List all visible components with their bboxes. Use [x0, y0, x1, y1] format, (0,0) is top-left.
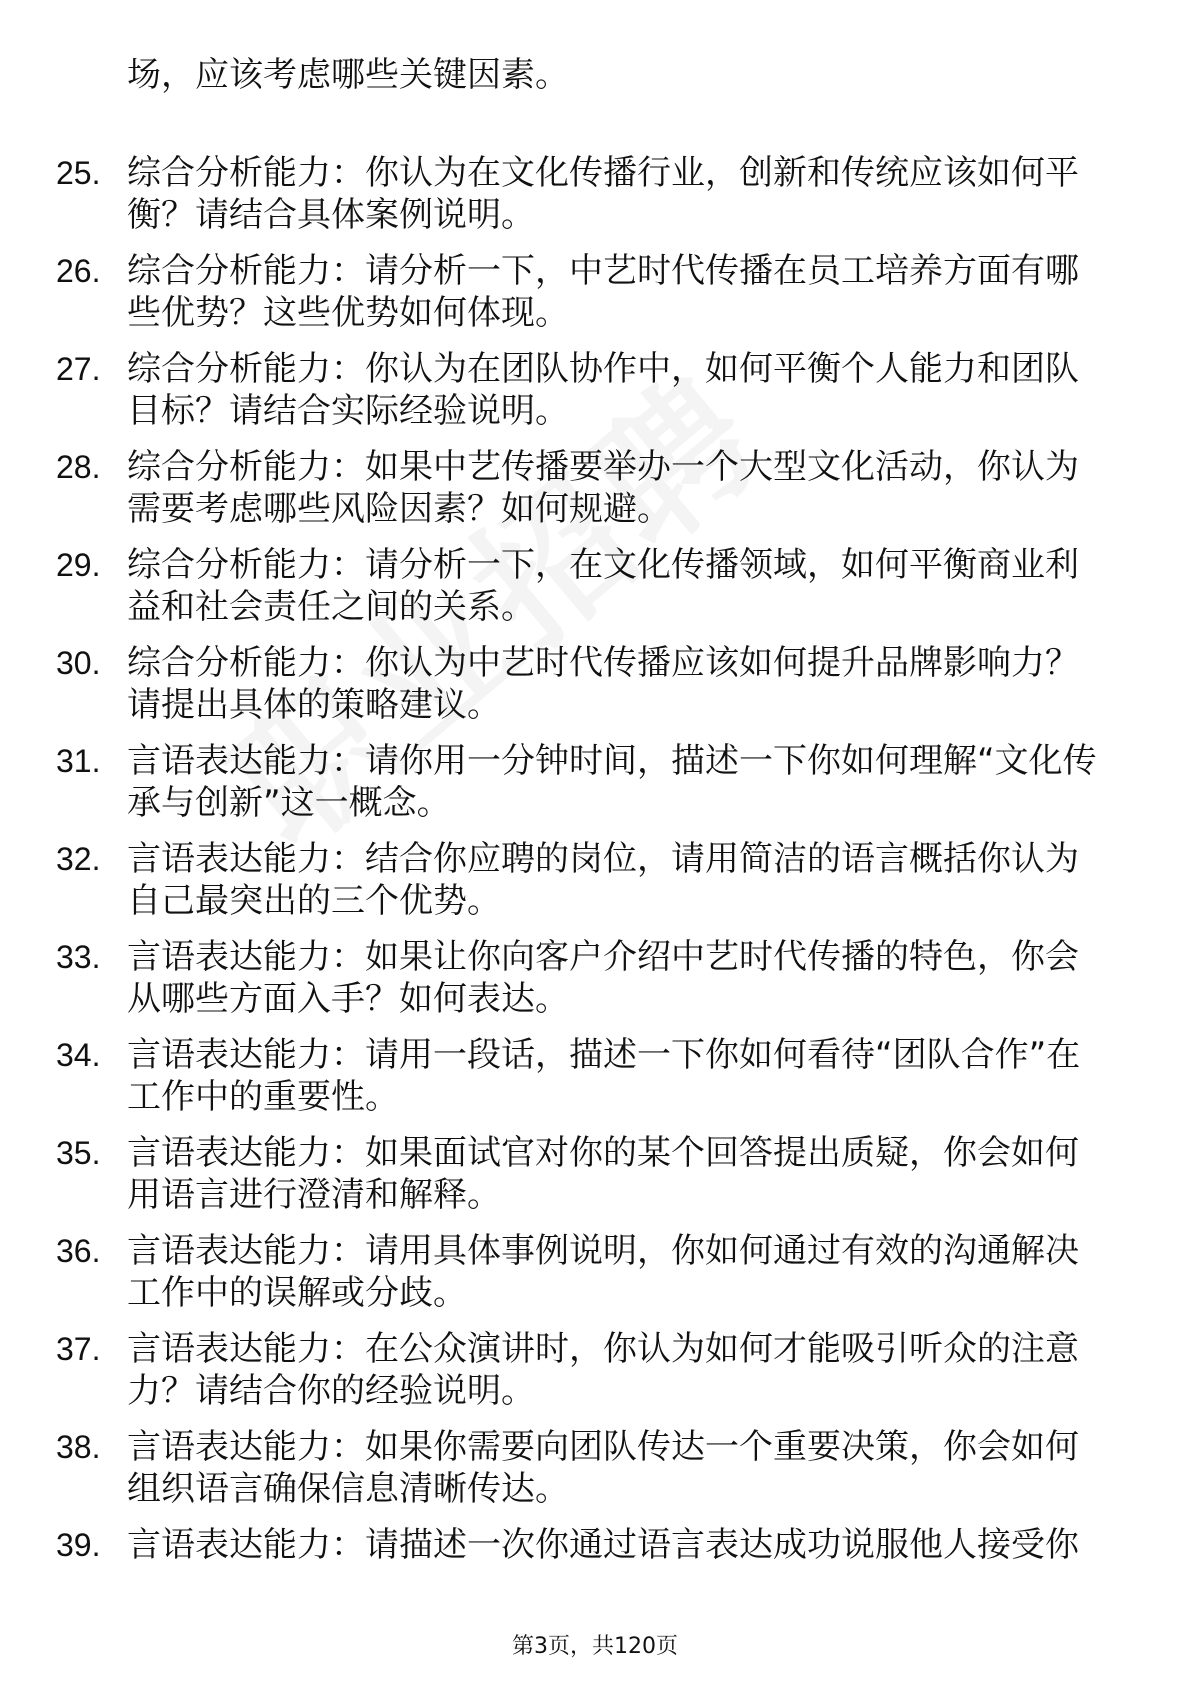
question-text-line: 益和社会责任之间的关系。 — [127, 587, 535, 627]
question-number: 35. — [56, 1135, 101, 1171]
continuation-line: 场，应该考虑哪些关键因素。 — [127, 55, 569, 95]
question-text-line: 言语表达能力：在公众演讲时，你认为如何才能吸引听众的注意 — [127, 1329, 1079, 1369]
question-text-line: 言语表达能力：如果让你向客户介绍中艺时代传播的特色，你会 — [127, 937, 1079, 977]
question-text-line: 自己最突出的三个优势。 — [127, 881, 501, 921]
question-text-line: 言语表达能力：结合你应聘的岗位，请用简洁的语言概括你认为 — [127, 839, 1079, 879]
question-text-line: 些优势？这些优势如何体现。 — [127, 293, 569, 333]
question-text-line: 言语表达能力：请描述一次你通过语言表达成功说服他人接受你 — [127, 1525, 1079, 1565]
question-text-line: 需要考虑哪些风险因素？如何规避。 — [127, 489, 671, 529]
question-number: 29. — [56, 547, 101, 583]
page-footer: 第3页，共120页 — [512, 1634, 678, 1659]
question-text-line: 工作中的误解或分歧。 — [127, 1273, 467, 1313]
question-number: 31. — [56, 743, 101, 779]
question-text-line: 衡？请结合具体案例说明。 — [127, 195, 535, 235]
question-number: 37. — [56, 1331, 101, 1367]
question-number: 25. — [56, 155, 101, 191]
question-text-line: 言语表达能力：请用一段话，描述一下你如何看待“团队合作”在 — [127, 1035, 1081, 1075]
question-text-line: 综合分析能力：如果中艺传播要举办一个大型文化活动，你认为 — [127, 447, 1079, 487]
question-number: 38. — [56, 1429, 101, 1465]
question-number: 27. — [56, 351, 101, 387]
question-text-line: 力？请结合你的经验说明。 — [127, 1371, 535, 1411]
question-number: 34. — [56, 1037, 101, 1073]
question-text-line: 工作中的重要性。 — [127, 1077, 399, 1117]
question-number: 33. — [56, 939, 101, 975]
question-text-line: 综合分析能力：你认为在团队协作中，如何平衡个人能力和团队 — [127, 349, 1079, 389]
question-text-line: 言语表达能力：如果面试官对你的某个回答提出质疑，你会如何 — [127, 1133, 1079, 1173]
question-text-line: 综合分析能力：请分析一下，在文化传播领域，如何平衡商业利 — [127, 545, 1079, 585]
question-number: 28. — [56, 449, 101, 485]
question-number: 39. — [56, 1527, 101, 1563]
question-text-line: 组织语言确保信息清晰传达。 — [127, 1469, 569, 1509]
question-text-line: 目标？请结合实际经验说明。 — [127, 391, 569, 431]
question-number: 26. — [56, 253, 101, 289]
question-text-line: 综合分析能力：请分析一下，中艺时代传播在员工培养方面有哪 — [127, 251, 1079, 291]
question-text-line: 承与创新”这一概念。 — [127, 783, 451, 823]
question-number: 32. — [56, 841, 101, 877]
question-text-line: 请提出具体的策略建议。 — [127, 685, 501, 725]
question-number: 36. — [56, 1233, 101, 1269]
question-text-line: 言语表达能力：请你用一分钟时间，描述一下你如何理解“文化传 — [127, 741, 1097, 781]
question-text-line: 言语表达能力：请用具体事例说明，你如何通过有效的沟通解决 — [127, 1231, 1079, 1271]
question-text-line: 综合分析能力：你认为在文化传播行业，创新和传统应该如何平 — [127, 153, 1079, 193]
question-text-line: 综合分析能力：你认为中艺时代传播应该如何提升品牌影响力？ — [127, 643, 1079, 683]
question-text-line: 言语表达能力：如果你需要向团队传达一个重要决策，你会如何 — [127, 1427, 1079, 1467]
question-text-line: 用语言进行澄清和解释。 — [127, 1175, 501, 1215]
question-number: 30. — [56, 645, 101, 681]
question-text-line: 从哪些方面入手？如何表达。 — [127, 979, 569, 1019]
